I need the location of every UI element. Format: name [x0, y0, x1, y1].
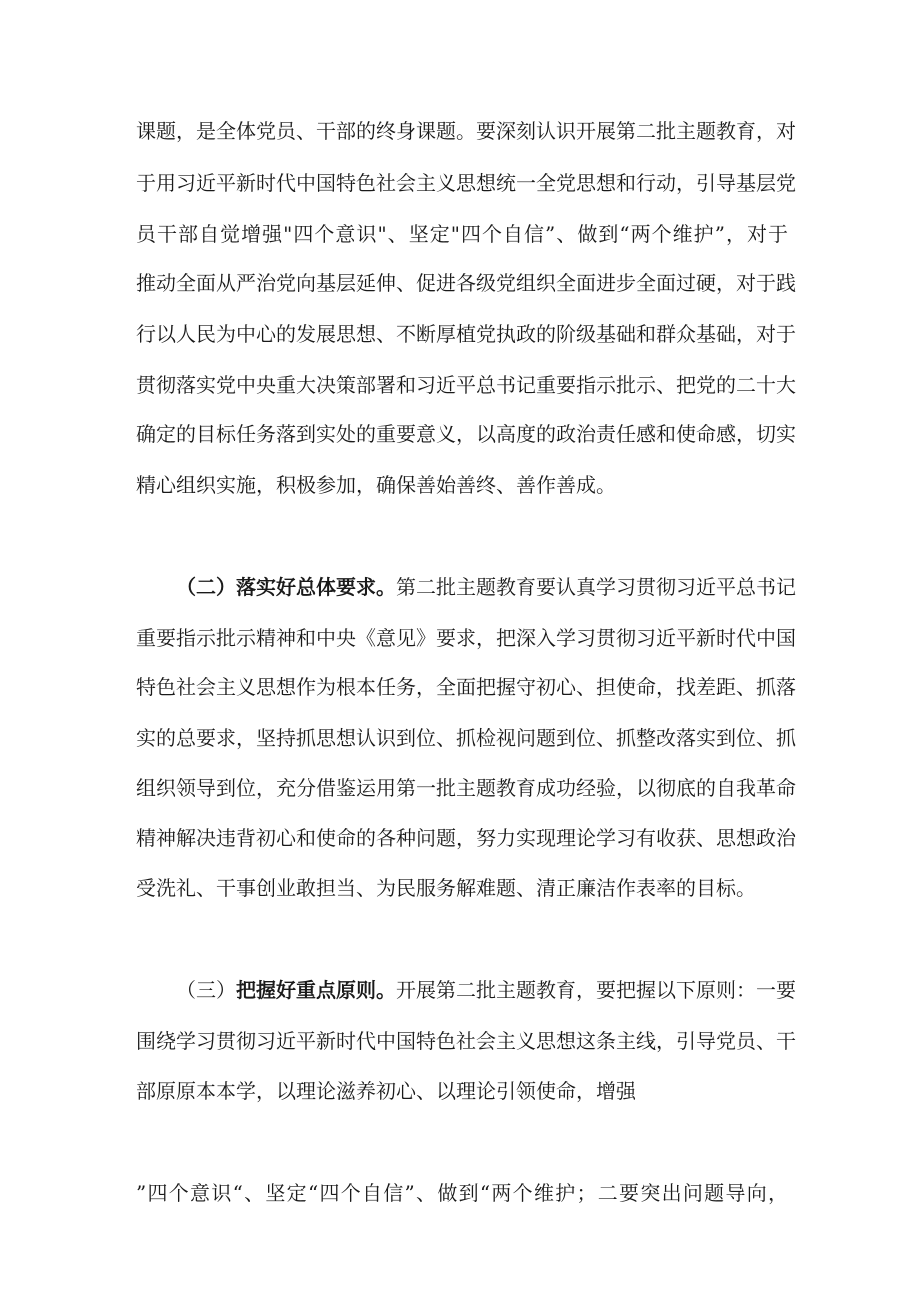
paragraph-3-heading: 把握好重点原则。 — [236, 978, 396, 1002]
paragraph-3-prefix: （三） — [176, 978, 236, 1002]
paragraph-2-first-line-text: 第二批主题教育要认真学习贯彻习近平总书记 — [396, 575, 796, 599]
paragraph-1-line-1: 课题，是全体党员、干部的终身课题。要深刻认识开展第二批主题教育，对 — [136, 119, 796, 143]
paragraph-1-line-4: 推动全面从严治党向基层延伸、促进各级党组织全面进步全面过硬，对于践 — [136, 271, 796, 295]
paragraph-3-line-2: 围绕学习贯彻习近平新时代中国特色社会主义思想这条主线，引导党员、干 — [136, 1029, 796, 1053]
paragraph-2-heading: （二）落实好总体要求。 — [176, 575, 396, 599]
paragraph-2-line-2: 重要指示批示精神和中央《意见》要求，把深入学习贯彻习近平新时代中国 — [136, 626, 796, 650]
paragraph-1-line-3: 员干部自觉增强"四个意识"、坚定"四个自信”、做到“两个维护”，对于 — [136, 222, 788, 246]
paragraph-1-line-8: 精心组织实施，积极参加，确保善始善终、善作善成。 — [136, 473, 616, 497]
paragraph-2-line-6: 精神解决违背初心和使命的各种问题，努力实现理论学习有收获、思想政治 — [136, 826, 796, 850]
paragraph-2-line-4: 实的总要求，坚持抓思想认识到位、抓检视问题到位、抓整改落实到位、抓 — [136, 726, 796, 750]
paragraph-4-line-1: ”四个意识“、坚定“四个自信”、做到“两个维护；二要突出问题导向， — [136, 1181, 788, 1205]
paragraph-2-line-5: 组织领导到位，充分借鉴运用第一批主题教育成功经验，以彻底的自我革命 — [136, 776, 796, 800]
paragraph-1-line-6: 贯彻落实党中央重大决策部署和习近平总书记重要指示批示、把党的二十大 — [136, 373, 796, 397]
paragraph-1-line-7: 确定的目标任务落到实处的重要意义，以高度的政治责任感和使命感，切实 — [136, 422, 796, 446]
paragraph-3-first-line-text: 开展第二批主题教育，要把握以下原则：一要 — [396, 978, 796, 1002]
paragraph-2-line-3: 特色社会主义思想作为根本任务，全面把握守初心、担使命，找差距、抓落 — [136, 675, 796, 699]
paragraph-3-line-3: 部原原本本学，以理论滋养初心、以理论引领使命，增强 — [136, 1079, 636, 1103]
paragraph-1-line-5: 行以人民为中心的发展思想、不断厚植党执政的阶级基础和群众基础，对于 — [136, 322, 796, 346]
paragraph-2-line-1 — [176, 572, 796, 602]
paragraph-1-line-2: 于用习近平新时代中国特色社会主义思想统一全党思想和行动，引导基层党 — [136, 171, 796, 195]
paragraph-3-line-1 — [176, 975, 796, 1005]
paragraph-2-line-7: 受洗礼、干事创业敢担当、为民服务解难题、清正廉洁作表率的目标。 — [136, 876, 756, 900]
